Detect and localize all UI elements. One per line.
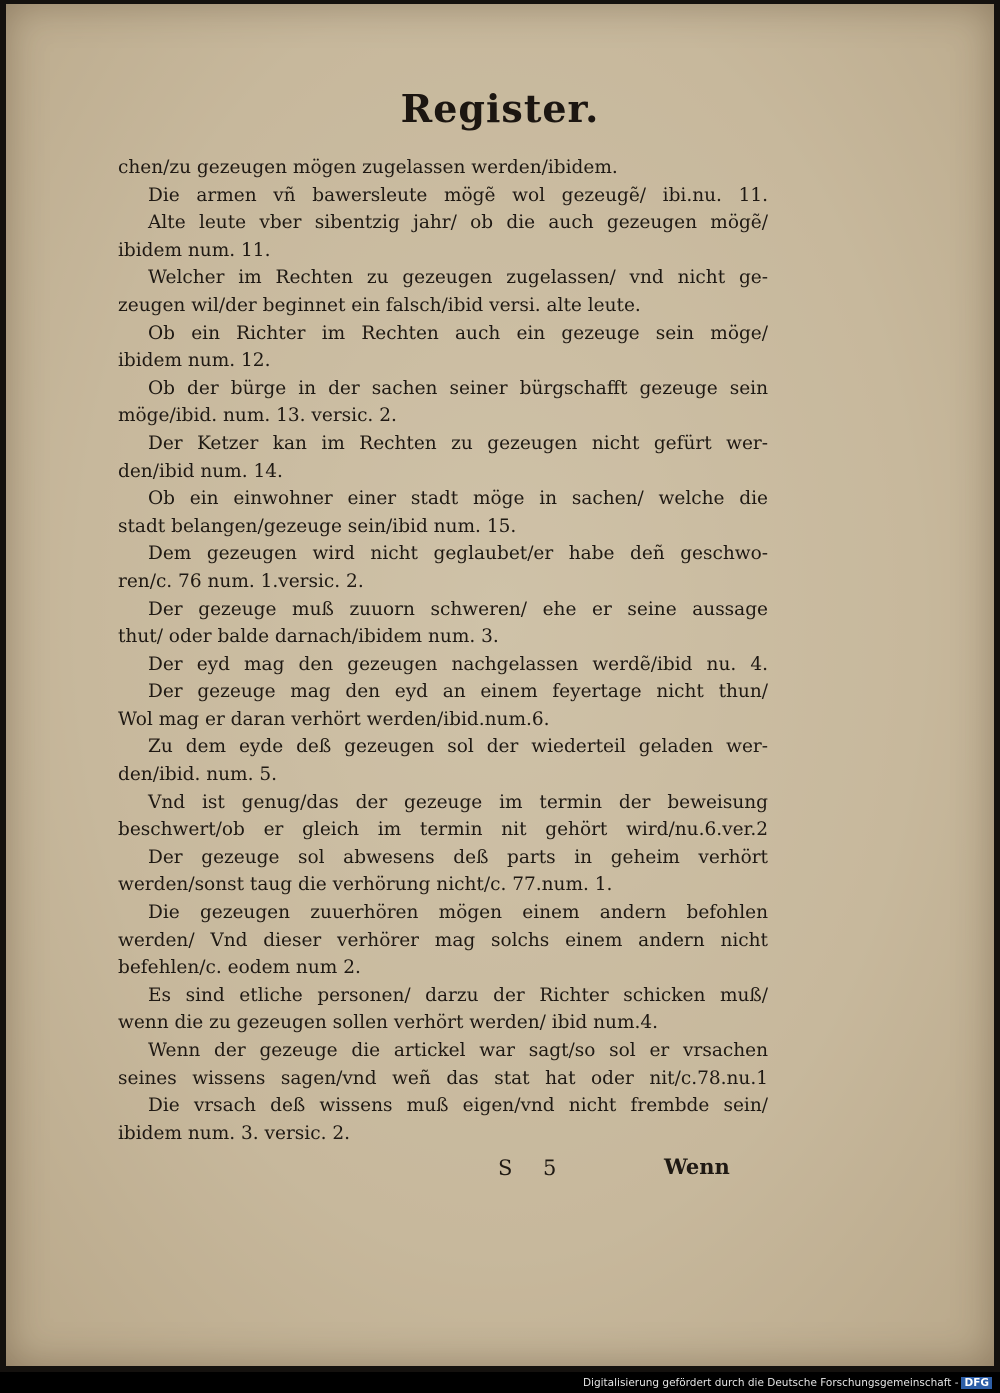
text-line: Die vrsach deß wissens muß eigen/vnd nicht frembde sein/ xyxy=(148,1095,768,1117)
register-text xyxy=(118,154,768,1147)
dfg-logo: DFG xyxy=(961,1377,992,1389)
text-line: ibidem num. 3. versic. 2. xyxy=(118,1122,350,1144)
text-line: den/ibid. num. 5. xyxy=(118,764,278,786)
text-line: Welcher im Rechten zu gezeugen zugelassen/ vnd nicht ge- xyxy=(148,267,768,289)
text-line: Die gezeugen zuuerhören mögen einem andern befohlen xyxy=(148,902,768,924)
digitization-credit xyxy=(583,1377,992,1389)
text-line: chen/zu gezeugen mögen zugelassen werden/ibidem. xyxy=(118,157,618,178)
text-line: Ob ein Richter im Rechten auch ein gezeuge sein möge/ xyxy=(148,322,768,344)
catchword: Wenn xyxy=(664,1154,730,1179)
text-line: werden/ Vnd dieser verhörer mag solchs einem andern nicht xyxy=(118,929,768,951)
text-line: Dem gezeugen wird nicht geglaubet/er habe deñ geschwo- xyxy=(148,543,768,565)
text-line: Alte leute vber sibentzig jahr/ ob die auch gezeugen mögẽ/ xyxy=(148,212,768,234)
text-line: Ob ein einwohner einer stadt möge in sachen/ welche die xyxy=(148,488,768,510)
text-line: Vnd ist genug/das der gezeuge im termin der beweisung xyxy=(148,791,768,813)
text-line: Die armen vñ bawersleute mögẽ wol gezeugẽ/ ibi.nu. 11. xyxy=(148,184,768,206)
text-line: den/ibid num. 14. xyxy=(118,460,283,482)
text-line: Wol mag er daran verhört werden/ibid.num.6. xyxy=(118,708,550,730)
text-line: seines wissens sagen/vnd weñ das stat hat oder nit/c.78.nu.1 xyxy=(118,1067,768,1089)
text-line: wenn die zu gezeugen sollen verhört werden/ ibid num.4. xyxy=(118,1012,659,1034)
text-line: Der Ketzer kan im Rechten zu gezeugen nicht gefürt wer- xyxy=(148,432,768,454)
text-line: thut/ oder balde darnach/ibidem num. 3. xyxy=(118,626,499,648)
text-line: werden/sonst taug die verhörung nicht/c. 77.num. 1. xyxy=(118,874,613,896)
text-line: ibidem num. 12. xyxy=(118,350,271,372)
page-header: Register. xyxy=(400,86,600,131)
text-line: Der gezeuge sol abwesens deß parts in geheim verhört xyxy=(148,846,768,868)
text-line: Zu dem eyde deß gezeugen sol der wiederteil geladen wer- xyxy=(148,736,768,758)
text-line: Es sind etliche personen/ darzu der Richter schicken muß/ xyxy=(148,984,768,1006)
text-line: Wenn der gezeuge die artickel war sagt/so sol er vrsachen xyxy=(148,1040,768,1061)
text-line: ibidem num. 11. xyxy=(118,239,271,261)
book-page xyxy=(6,4,994,1366)
text-line: befehlen/c. eodem num 2. xyxy=(118,957,361,979)
text-line: Ob der bürge in der sachen seiner bürgschafft gezeuge sein xyxy=(148,377,768,399)
text-line: Der eyd mag den gezeugen nachgelassen werdẽ/ibid nu. 4. xyxy=(148,653,768,675)
credit-text: Digitalisierung gefördert durch die Deutsche Forschungsgemeinschaft - xyxy=(582,1377,959,1389)
text-line: ren/c. 76 num. 1.versic. 2. xyxy=(118,570,364,592)
text-line: möge/ibid. num. 13. versic. 2. xyxy=(118,405,397,427)
text-line: Der gezeuge mag den eyd an einem feyertage nicht thun/ xyxy=(148,681,768,703)
text-line: Der gezeuge muß zuuorn schweren/ ehe er seine aussage xyxy=(148,598,768,620)
text-line: stadt belangen/gezeuge sein/ibid num. 15. xyxy=(118,515,517,537)
signature-mark: S 5 xyxy=(498,1156,569,1180)
text-line: zeugen wil/der beginnet ein falsch/ibid versi. alte leute. xyxy=(118,294,641,316)
text-line: beschwert/ob er gleich im termin nit gehört wird/nu.6.ver.2 xyxy=(118,819,768,841)
